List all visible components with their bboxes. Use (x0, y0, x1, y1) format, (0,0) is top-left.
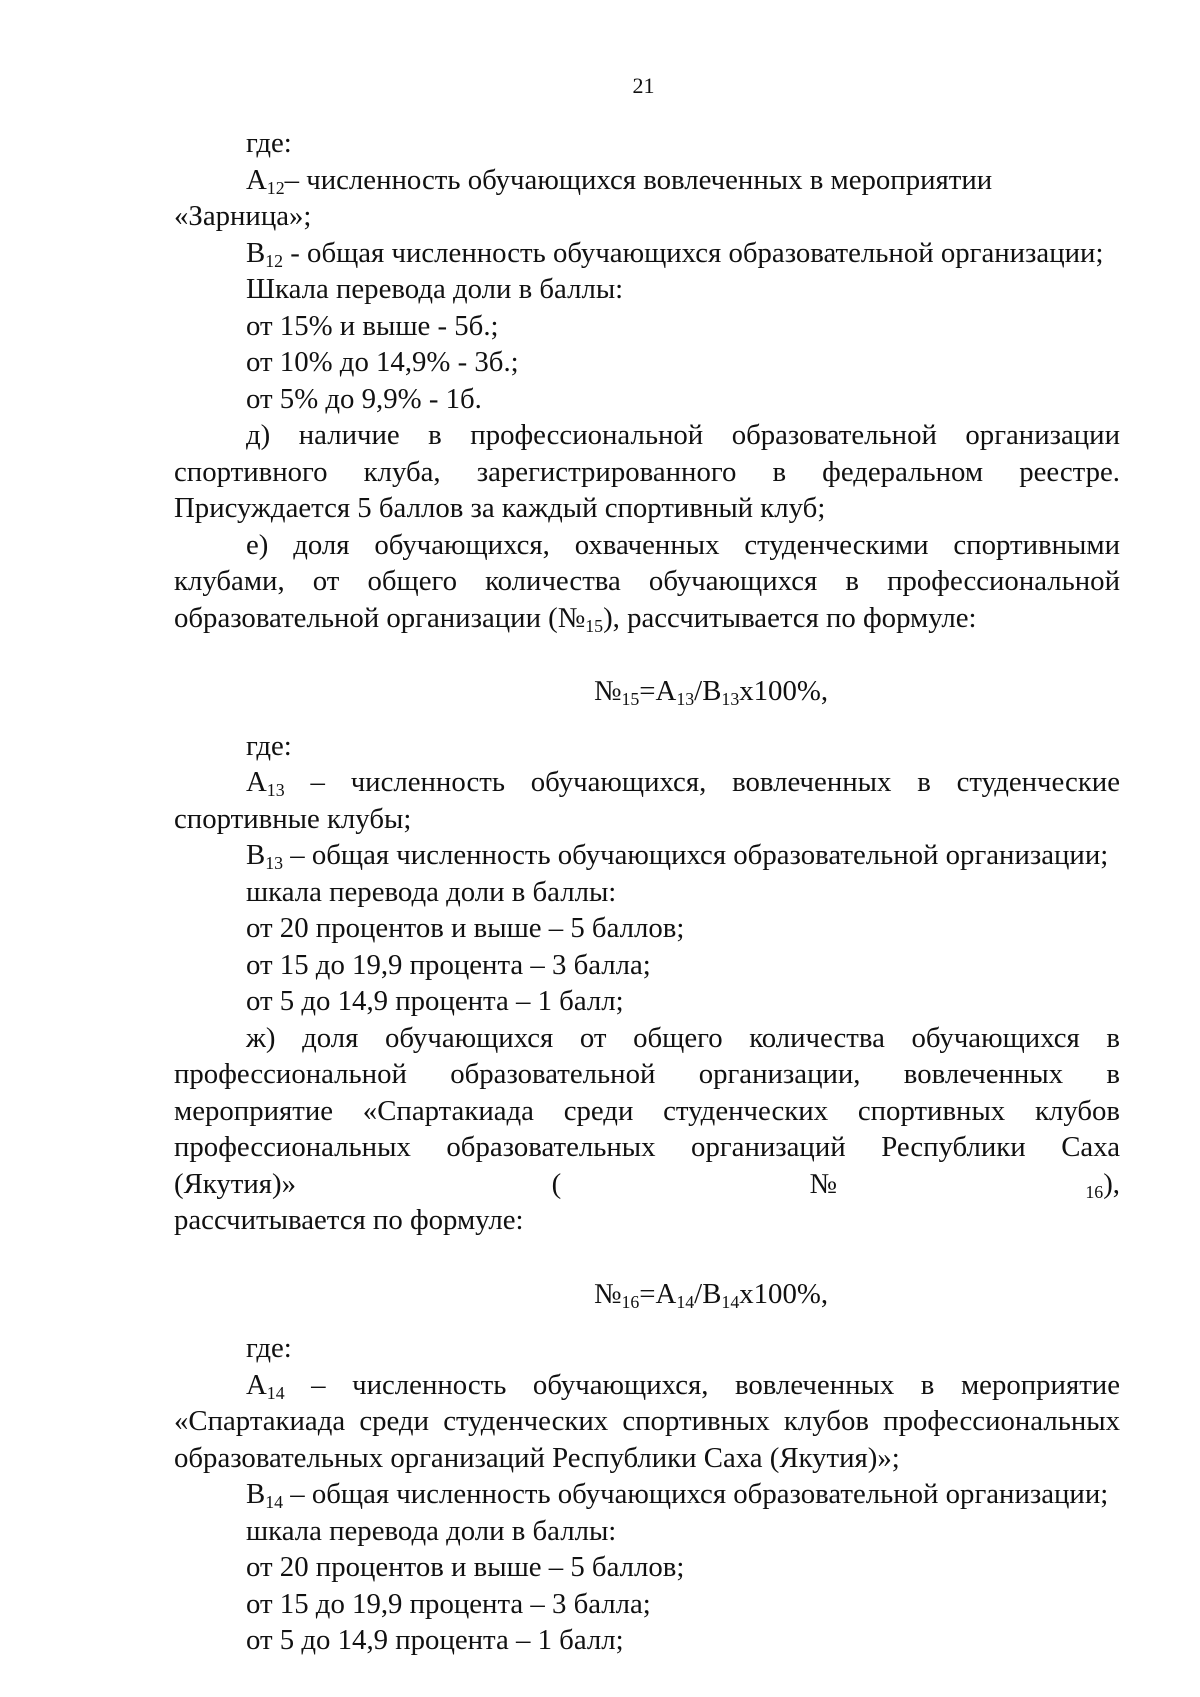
paragraph: спортивные клубы; (174, 802, 412, 835)
paragraph: образовательных организаций Республики Саха (Якутия)»; (174, 1441, 900, 1474)
paragraph: е) доля обучающихся, охваченных студенческими спортивными клубами, от общего количества обучающихся в профессиональной (174, 528, 1120, 597)
paragraph: от 15 до 19,9 процента – 3 балла; (246, 1587, 651, 1620)
paragraph: от 20 процентов и выше – 5 баллов; (246, 1551, 685, 1583)
paragraph: $А_{12}-$ численность обучающихся вовлеченных в мероприятии «Зарница»; (174, 163, 993, 232)
paragraph: образовательной организации $(№_{15})$, рассчитывается по формуле: (174, 601, 977, 636)
paragraph: шкала перевода доли в баллы: (246, 1514, 617, 1547)
paragraph: от 5 до 14,9 процента – 1 балл; (246, 985, 624, 1017)
paragraph: д) наличие в профессиональной образовательной организации спортивного клуба, зарегистрированного в федеральном реестре. (174, 419, 1120, 488)
paragraph: рассчитывается по формуле: (174, 1204, 524, 1236)
paragraph: от 20 процентов и выше – 5 баллов; (246, 912, 685, 944)
paragraph: от 15% и выше - 5б.; (246, 309, 499, 342)
paragraph: $А_{14}$ – численность обучающихся, вовлеченных в мероприятие «Спартакиада среди студенческих спортивных клубов профессиональных (174, 1368, 1120, 1437)
paragraph: $В_{13}$ – общая численность обучающихся образовательной организации; (246, 839, 1109, 873)
paragraph: Присуждается 5 баллов за каждый спортивный клуб; (174, 492, 826, 524)
formula: $№_{15}=А_{13}/В_{13}х100\%$, (593, 675, 829, 709)
paragraph: Шкала перевода доли в баллы: (246, 273, 624, 305)
paragraph: от 5% до 9,9% - 1б. (246, 382, 482, 415)
page-number: 21 (632, 73, 655, 98)
formula: $№_{16}=А_{14}/В_{14}х100\%$, (593, 1277, 829, 1312)
document-body (174, 125, 1120, 1659)
paragraph: где: (246, 729, 292, 762)
paragraph: шкала перевода доли в баллы: (246, 875, 617, 908)
paragraph: $А_{13}$ – численность обучающихся, вовлеченных в студенческие (246, 766, 1120, 800)
paragraph: где: (246, 1332, 292, 1364)
paragraph: где: (246, 127, 292, 159)
paragraph: $В_{12}$ - общая численность обучающихся образовательной организации; (246, 236, 1104, 271)
paragraph: от 15 до 19,9 процента – 3 балла; (246, 948, 651, 981)
paragraph: ж) доля обучающихся от общего количества обучающихся в профессиональной образовательной организации, вовлеченных в мероприятие «Спартакиада среди студенческих спортивных клубов профессиональных образовательных организаций Республики Саха (Якутия)» $(№_{16})$, (174, 1021, 1120, 1202)
paragraph: от 5 до 14,9 процента – 1 балл; (246, 1624, 624, 1656)
paragraph: $В_{14}$ – общая численность обучающихся образовательной организации; (246, 1478, 1109, 1512)
paragraph: от 10% до 14,9% - 3б.; (246, 346, 519, 378)
